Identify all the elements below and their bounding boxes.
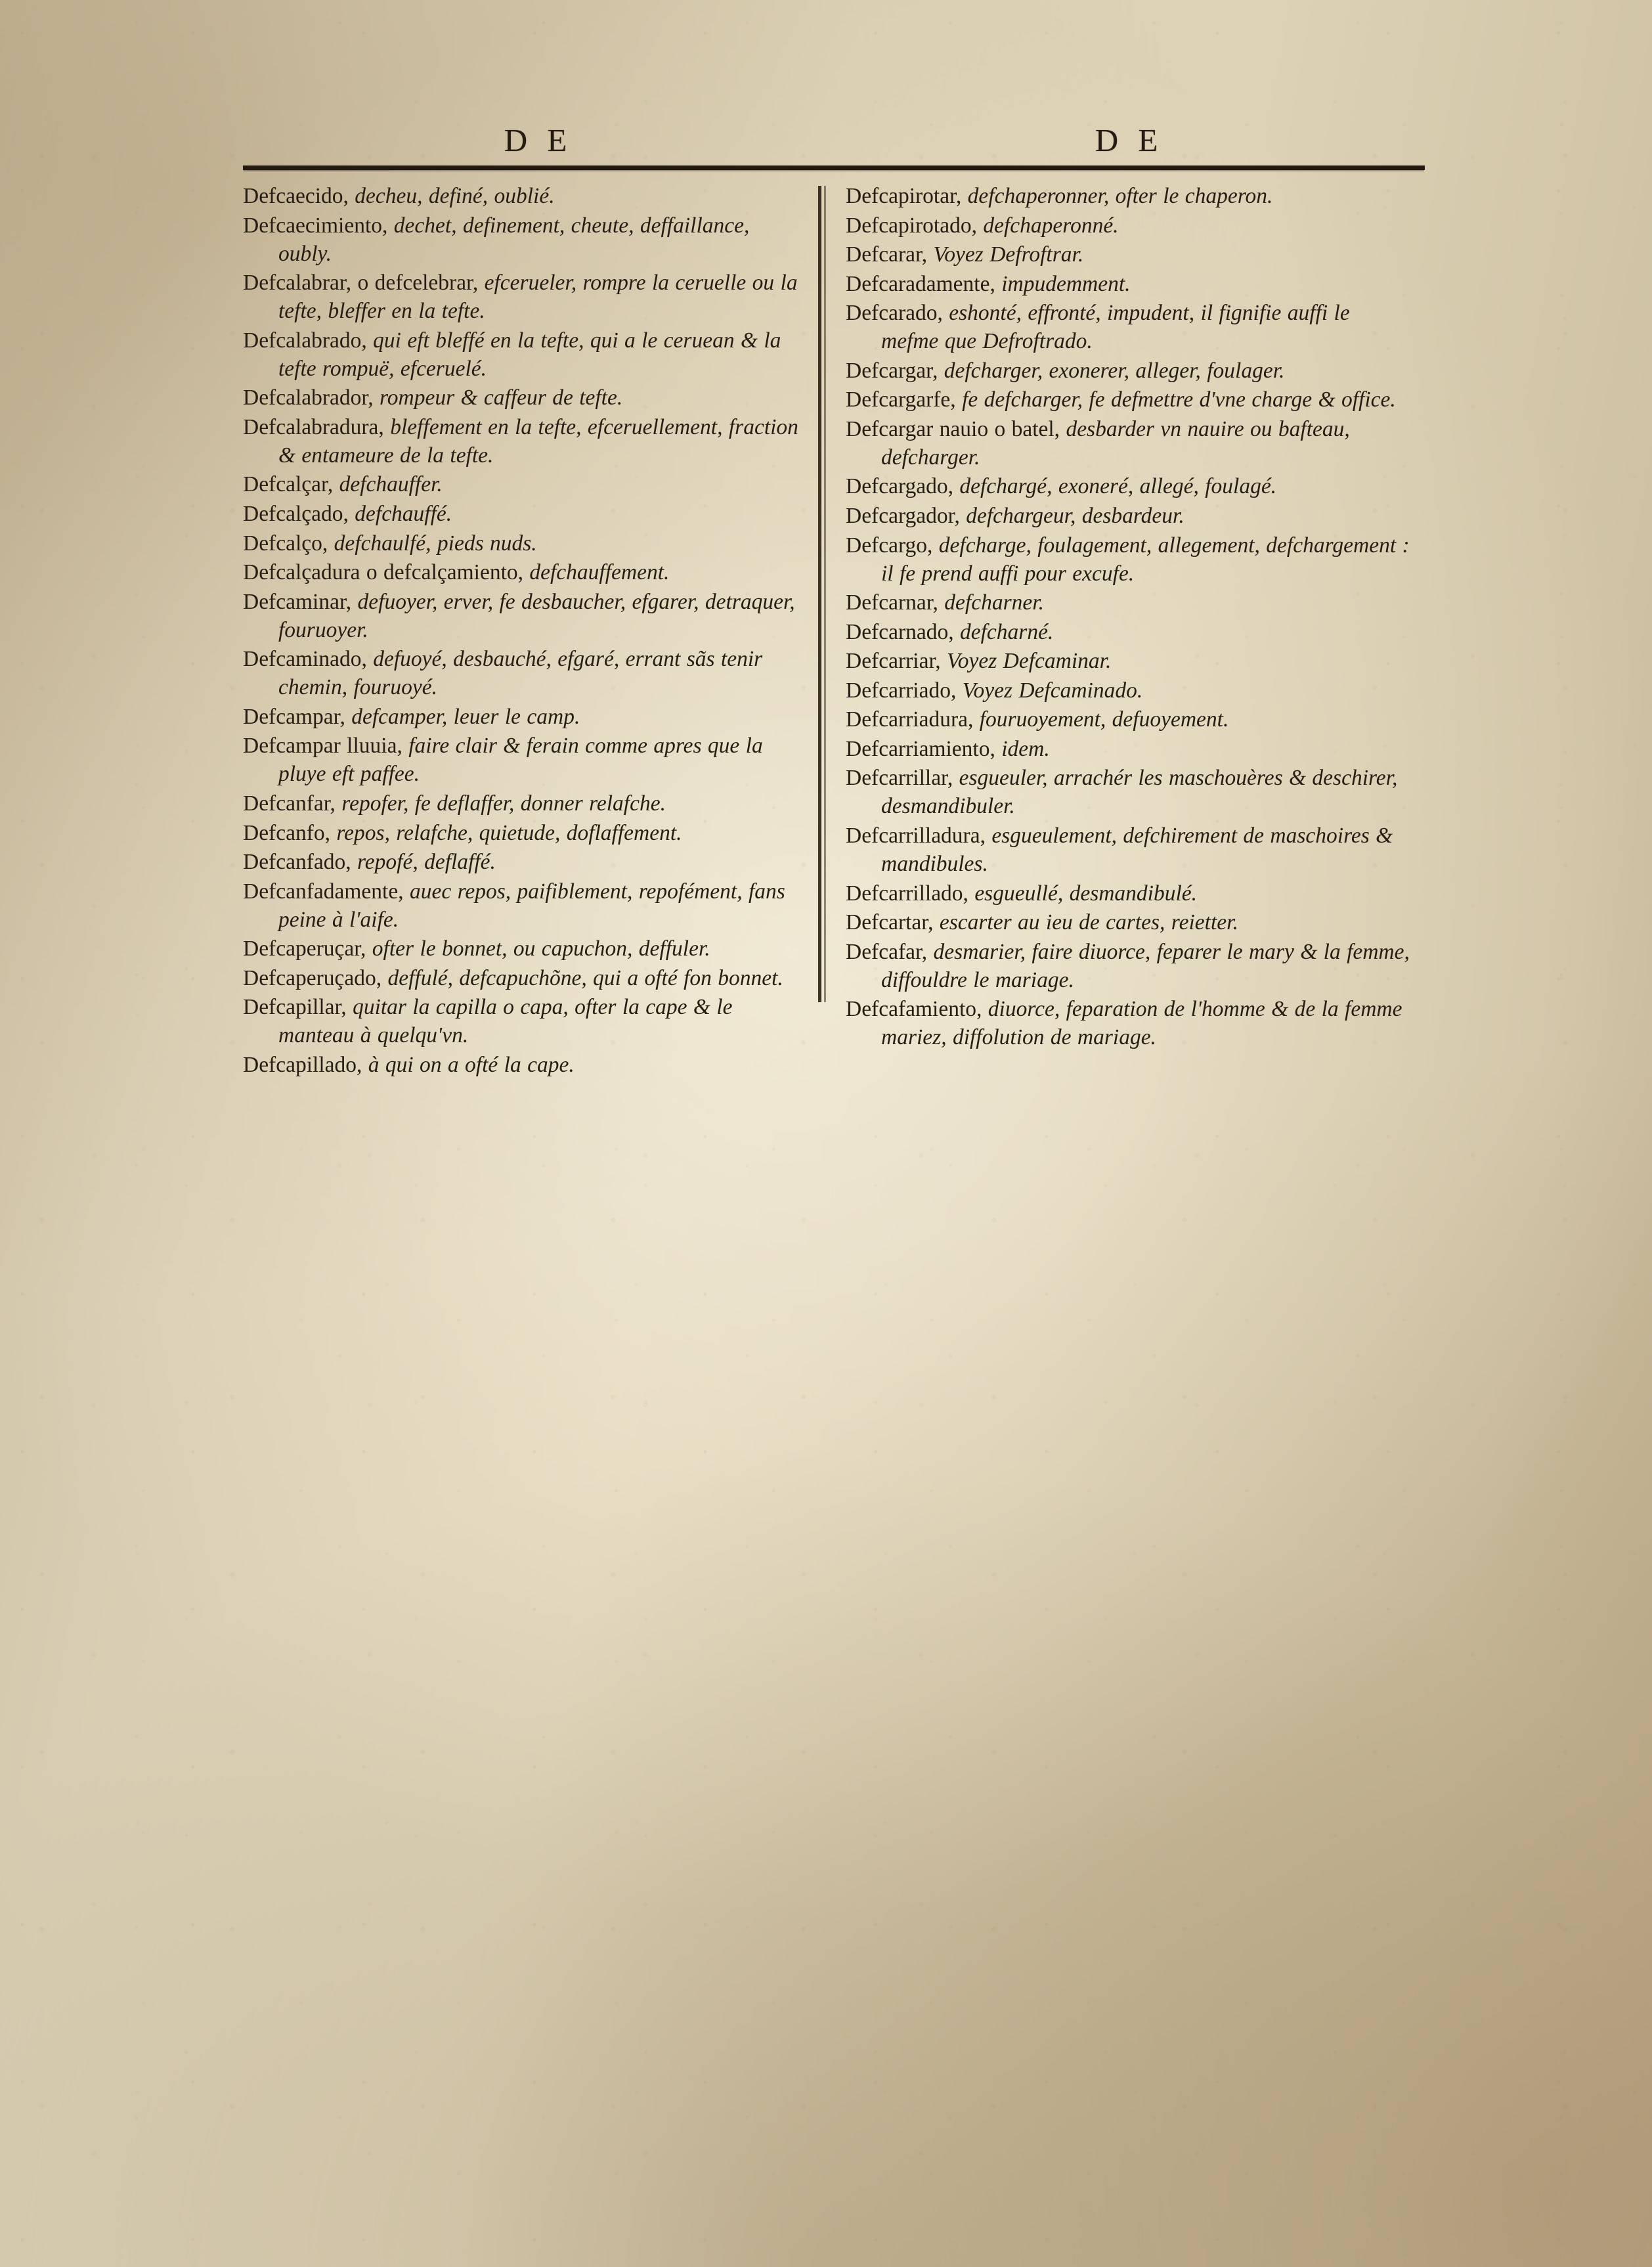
dictionary-entry <box>243 964 808 992</box>
entry-gloss: desbarder vn nauire ou bafteau, defcharger. <box>881 416 1350 470</box>
entry-headword: Defcargado, <box>846 474 953 499</box>
entry-headword: Defcarriar, <box>846 649 941 674</box>
dictionary-entry <box>243 182 808 210</box>
entry-gloss: efcerueler, rompre la ceruelle ou la tefte, bleffer en la tefte. <box>278 271 798 324</box>
entry-gloss: fe defcharger, fe defmettre d'vne charge & office. <box>962 387 1396 412</box>
entry-gloss: à qui on a ofté la cape. <box>368 1052 575 1077</box>
entry-headword: Defcaecimiento, <box>243 213 388 238</box>
dictionary-entry <box>243 470 808 498</box>
dictionary-entry <box>243 993 808 1049</box>
dictionary-entry <box>846 270 1410 298</box>
dictionary-entry <box>243 588 808 644</box>
entry-gloss: defcharné. <box>959 619 1054 644</box>
entry-headword: Defcaminar, <box>243 589 352 614</box>
running-head-right: D E <box>1095 122 1164 158</box>
entry-headword: Defcapirotado, <box>846 213 977 238</box>
dictionary-entry <box>846 531 1410 588</box>
dictionary-entry <box>243 935 808 963</box>
entry-headword: Defcalço, <box>243 531 328 556</box>
entry-headword: Defcaperuçar, <box>243 936 366 961</box>
entry-gloss: defchaulfé, pieds nuds. <box>334 531 537 556</box>
entry-gloss: defchargé, exoneré, allegé, foulagé. <box>959 474 1277 499</box>
dictionary-entry <box>243 558 808 586</box>
entry-gloss: defcharge, foulagement, allegement, defchargement : il fe prend auffi pour excufe. <box>881 533 1410 586</box>
entry-gloss: defchauffement. <box>529 560 670 585</box>
entry-headword: Defcaradamente, <box>846 271 995 296</box>
entry-gloss: fouruoyement, defuoyement. <box>979 707 1229 732</box>
entry-gloss: esgueullé, desmandibulé. <box>974 881 1198 906</box>
entry-gloss: defchauffer. <box>339 472 443 497</box>
entry-headword: Defcargador, <box>846 504 960 529</box>
dictionary-entry <box>846 385 1410 414</box>
entry-headword: Defcafar, <box>846 939 928 964</box>
entry-gloss: deffulé, defcapuchõne, qui a ofté fon bonnet. <box>387 965 783 990</box>
dictionary-entry <box>846 764 1410 820</box>
entry-headword: Defcaminado, <box>243 647 367 672</box>
dictionary-entry <box>243 848 808 876</box>
entry-headword: Defcarnar, <box>846 590 938 615</box>
entry-headword: Defcargar, <box>846 358 938 383</box>
column-left <box>243 182 815 1080</box>
entry-gloss: repos, relafche, quietude, doflaffement. <box>336 820 682 845</box>
entry-gloss: auec repos, paifiblement, repofément, fans peine à l'aife. <box>278 879 785 932</box>
column-divider <box>818 186 821 1002</box>
entry-headword: Defcapillado, <box>243 1052 362 1077</box>
entry-gloss: defchaperonné. <box>983 213 1119 238</box>
text-block <box>243 112 1425 2128</box>
entry-headword: Defcalabrador, <box>243 385 374 410</box>
dictionary-entry <box>846 647 1410 675</box>
entry-headword: Defcalçadura o defcalçamiento, <box>243 560 523 585</box>
dictionary-entry <box>243 326 808 383</box>
entry-gloss: qui eft bleffé en la tefte, qui a le ceruean & la tefte rompuë, efceruelé. <box>278 328 781 381</box>
entry-gloss: defchauffé. <box>355 502 452 527</box>
entry-headword: Defcaperuçado, <box>243 965 382 990</box>
entry-gloss: eshonté, effronté, impudent, il fignifie auffi le mefme que Defroftrado. <box>881 301 1350 354</box>
dictionary-entry <box>846 618 1410 646</box>
dictionary-entry <box>243 819 808 847</box>
entry-gloss: impudemment. <box>1001 271 1131 296</box>
dictionary-entry <box>243 789 808 818</box>
entry-headword: Defcanfado, <box>243 850 351 875</box>
running-head-left: D E <box>504 122 573 158</box>
entry-gloss: rompeur & caffeur de tefte. <box>379 385 623 410</box>
entry-headword: Defcargarfe, <box>846 387 956 412</box>
entry-gloss: defuoyer, erver, fe desbaucher, efgarer, detraquer, fouruoyer. <box>278 589 795 642</box>
entry-headword: Defcanfar, <box>243 791 336 816</box>
entry-gloss: Voyez Defroftrar. <box>933 242 1084 267</box>
entry-gloss: idem. <box>1001 736 1050 761</box>
entry-gloss: repofé, deflaffé. <box>357 850 496 875</box>
dictionary-entry <box>243 269 808 325</box>
dictionary-entry <box>846 211 1410 240</box>
entry-gloss: esgueuler, arrachér les maschouères & deschirer, desmandibuler. <box>881 766 1398 819</box>
entry-headword: Defcartar, <box>846 910 934 935</box>
entry-gloss: Voyez Defcaminado. <box>962 678 1143 703</box>
dictionary-entry <box>846 588 1410 617</box>
dictionary-entry <box>243 703 808 731</box>
dictionary-entry <box>846 705 1410 734</box>
entry-gloss: defcharner. <box>944 590 1044 615</box>
column-right <box>815 182 1410 1080</box>
entry-gloss: diuorce, feparation de l'homme & de la femme mariez, diffolution de mariage. <box>881 997 1402 1050</box>
running-head <box>243 112 1425 159</box>
dictionary-entry <box>243 1051 808 1079</box>
dictionary-entry <box>243 500 808 528</box>
entry-headword: Defcarriado, <box>846 678 957 703</box>
dictionary-entry <box>846 182 1410 210</box>
dictionary-entry <box>846 676 1410 705</box>
entry-headword: Defcarriadura, <box>846 707 974 732</box>
entry-gloss: defchargeur, desbardeur. <box>966 504 1185 529</box>
dictionary-entry <box>846 735 1410 763</box>
entry-headword: Defcanfadamente, <box>243 879 404 904</box>
dictionary-entry <box>846 822 1410 878</box>
entry-headword: Defcapillar, <box>243 995 347 1020</box>
dictionary-entry <box>243 384 808 412</box>
entry-headword: Defcarrilladura, <box>846 824 986 848</box>
entry-headword: Defcalabrado, <box>243 328 367 353</box>
dictionary-entry <box>846 240 1410 269</box>
columns-container <box>243 182 1425 1080</box>
dictionary-entry <box>846 879 1410 908</box>
entry-headword: Defcarrillar, <box>846 766 953 791</box>
dictionary-entry <box>243 413 808 470</box>
entry-gloss: defcamper, leuer le camp. <box>351 704 580 729</box>
entry-gloss: desmarier, faire diuorce, feparer le mary & la femme, diffouldre le mariage. <box>881 939 1410 992</box>
dictionary-entry <box>243 732 808 788</box>
entry-gloss: esgueulement, defchirement de maschoires & mandibules. <box>881 824 1393 877</box>
dictionary-entry <box>846 299 1410 355</box>
dictionary-entry <box>243 877 808 934</box>
entry-gloss: repofer, fe deflaffer, donner relafche. <box>341 791 666 816</box>
entry-headword: Defcalçado, <box>243 502 349 527</box>
dictionary-entry <box>846 357 1410 385</box>
entry-gloss: ofter le bonnet, ou capuchon, deffuler. <box>372 936 710 961</box>
dictionary-entry <box>846 908 1410 936</box>
entry-headword: Defcafamiento, <box>846 997 982 1022</box>
entry-headword: Defcalçar, <box>243 472 334 497</box>
entry-gloss: escarter au ieu de cartes, reietter. <box>939 910 1238 935</box>
dictionary-entry <box>243 645 808 701</box>
entry-headword: Defcarriamiento, <box>846 736 995 761</box>
entry-headword: Defcampar, <box>243 704 345 729</box>
entry-headword: Defcalabrar, o defcelebrar, <box>243 271 479 296</box>
dictionary-entry <box>243 529 808 558</box>
dictionary-entry <box>846 415 1410 472</box>
entry-headword: Defcampar lluuia, <box>243 734 402 759</box>
entry-headword: Defcarnado, <box>846 619 954 644</box>
entry-gloss: faire clair & ferain comme apres que la pluye eft paffee. <box>278 734 763 787</box>
dictionary-entry <box>846 995 1410 1051</box>
entry-gloss: defuoyé, desbauché, efgaré, errant sãs tenir chemin, fouruoyé. <box>278 647 763 700</box>
dictionary-entry <box>243 211 808 268</box>
dictionary-entry <box>846 472 1410 500</box>
entry-gloss: bleffement en la tefte, efceruellement, fraction & entameure de la tefte. <box>278 414 798 468</box>
header-rule <box>243 165 1425 170</box>
entry-headword: Defcarado, <box>846 301 943 326</box>
entry-gloss: Voyez Defcaminar. <box>947 649 1112 674</box>
entry-headword: Defcapirotar, <box>846 184 962 208</box>
entry-gloss: quitar la capilla o capa, ofter la cape & le manteau à quelqu'vn. <box>278 995 733 1048</box>
entry-gloss: decheu, definé, oublié. <box>355 184 555 208</box>
dictionary-entry <box>846 502 1410 530</box>
entry-headword: Defcarar, <box>846 242 928 267</box>
entry-headword: Defcarrillado, <box>846 881 968 906</box>
entry-headword: Defcargar nauio o batel, <box>846 416 1060 441</box>
entry-headword: Defcanfo, <box>243 820 330 845</box>
entry-gloss: defcharger, exonerer, alleger, foulager. <box>944 358 1285 383</box>
entry-gloss: dechet, definement, cheute, deffaillance, oubly. <box>278 213 750 266</box>
entry-headword: Defcargo, <box>846 533 933 558</box>
entry-gloss: defchaperonner, ofter le chaperon. <box>967 184 1273 208</box>
entry-headword: Defcalabradura, <box>243 414 384 439</box>
entry-headword: Defcaecido, <box>243 184 349 208</box>
dictionary-entry <box>846 938 1410 994</box>
